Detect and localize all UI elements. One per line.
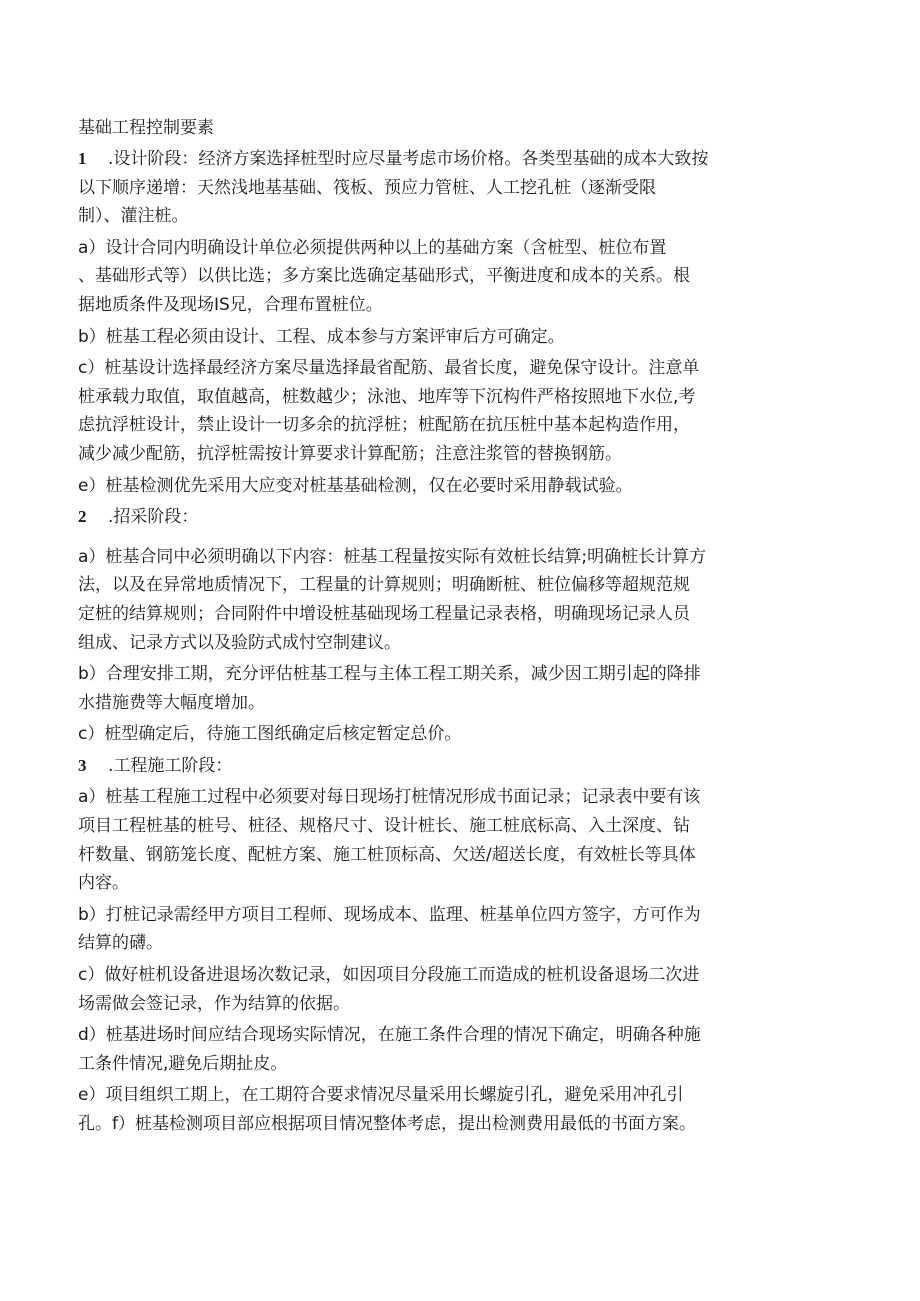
paragraph-line: 虑抗浮桩设计，禁止设计一切多余的抗浮桩；桩配筋在抗压桩中基本起构造作用，	[78, 415, 690, 436]
paragraph-line: a）桩基合同中必须明确以下内容：桩基工程量按实际有效桩长结算;明确桩长计算方	[78, 546, 707, 567]
paragraph-line: 孔。f）桩基检测项目部应根据项目情况整体考虑，提出检测费用最低的书面方案。	[78, 1114, 696, 1134]
paragraph-line: 工条件情况,避免后期扯皮。	[78, 1053, 288, 1074]
paragraph-line: b）打桩记录需经甲方项目工程师、现场成本、监理、桩基单位四方签字，方可作为	[78, 904, 701, 925]
section-number: 2	[78, 507, 87, 527]
paragraph-line: a）桩基工程施工过程中必须要对每日现场打桩情况形成书面记录；记录表中要有该	[78, 787, 701, 808]
paragraph-line: c）桩型确定后，待施工图纸确定后核定暂定总价。	[78, 724, 462, 745]
paragraph-line: b）桩基工程必须由设计、工程、成本参与方案评审后方可确定。	[78, 326, 565, 347]
paragraph-line: b）合理安排工期，充分评估桩基工程与主体工程工期关系，减少因工期引起的降排	[78, 664, 701, 685]
paragraph-line: 内容。	[78, 873, 129, 894]
section-procurement-stage	[78, 503, 778, 749]
section-heading	[78, 145, 778, 174]
paragraph-line: 以下顺序递增：天然浅地基基础、筏板、预应力管桩、人工挖孔桩（逐渐受限	[78, 177, 656, 198]
paragraph-line: 组成、记录方式以及验防式成忖空制建议。	[78, 632, 401, 653]
paragraph-line: 减少减少配筋，抗浮桩需按计算要求计算配筋；注意注浆管的替换钢筋。	[78, 443, 622, 464]
section-heading	[78, 752, 778, 781]
section-heading	[78, 503, 778, 532]
paragraph-line: 法，以及在异常地质情况下，工程量的计算规则；明确断桩、桩位偏移等超规范规	[78, 575, 690, 596]
paragraph-line: 水措施费等大幅度增加。	[78, 692, 265, 713]
paragraph-line: d）桩基进场时间应结合现场实际情况，在施工条件合理的情况下确定，明确各种施	[78, 1025, 701, 1046]
section-heading-text: .设计阶段：经济方案选择桩型时应尽量考虑市场价格。各类型基础的成本大致按	[108, 149, 709, 169]
paragraph-line: 桩承载力取值，取值越高，桩数越少；泳池、地库等下沉构件严格按照地下水位,考	[78, 386, 696, 407]
paragraph-line: 定桩的结算规则；合同附件中增设桩基础现场工程量记录表格，明确现场记录人员	[78, 603, 690, 624]
paragraph-line: 场需做会签记录，作为结算的依据。	[78, 993, 350, 1014]
paragraph-line: 项目工程桩基的桩号、桩径、规格尺寸、设计桩长、施工桩底标高、入土深度、钻	[78, 816, 690, 837]
paragraph-line: 杆数量、钢筋笼长度、配桩方案、施工桩顶标高、欠送/超送长度，有效桩长等具体	[78, 844, 696, 865]
paragraph-line: e）项目组织工期上，在工期符合要求情况尽量采用长螺旋引孔，避免采用冲孔引	[78, 1085, 684, 1106]
paragraph-line: c）做好桩机设备进退场次数记录，如因项目分段施工而造成的桩机设备退场二次进	[78, 965, 700, 986]
paragraph-line: e）桩基检测优先采用大应变对桩基基础检测，仅在必要时采用静载试验。	[78, 475, 633, 496]
document-title: 基础工程控制要素	[78, 118, 214, 138]
document-page	[78, 113, 778, 1139]
paragraph-line: 制）、灌注桩。	[78, 206, 189, 227]
section-construction-stage	[78, 752, 778, 1139]
section-heading-text: .招采阶段：	[108, 507, 199, 528]
paragraph-line: c）桩基设计选择最经济方案尽量选择最省配筋、最省长度，避免保守设计。注意单	[78, 358, 700, 379]
section-number: 1	[78, 149, 87, 168]
section-number: 3	[78, 755, 87, 775]
paragraph-line: a）设计合同内明确设计单位必须提供两种以上的基础方案（含桩型、桩位布置	[78, 237, 667, 258]
paragraph-line: 、基础形式等）以供比选；多方案比选确定基础形式，平衡进度和成本的关系。根	[78, 266, 690, 287]
paragraph-line: 据地质条件及现场IS兄，合理布置桩位。	[78, 294, 383, 315]
section-design-stage	[78, 145, 778, 500]
paragraph-line: 结算的礴。	[78, 933, 163, 954]
section-heading-text: .工程施工阶段：	[108, 755, 233, 776]
